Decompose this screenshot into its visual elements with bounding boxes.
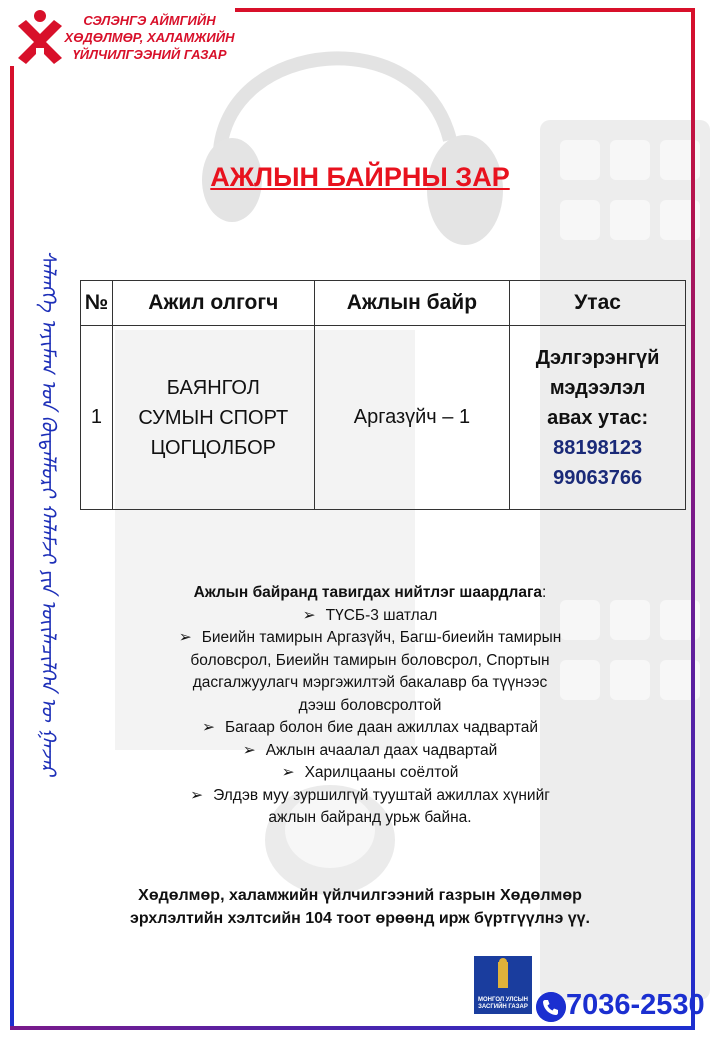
registration-note-line1: Хөдөлмөр, халамжийн үйлчилгээний газрын Хөдөлмөр <box>138 887 582 904</box>
header-phone: Утас <box>510 281 686 326</box>
phone-icon <box>536 992 566 1022</box>
job-table <box>80 280 686 510</box>
phone-number-1: 88198123 <box>553 436 643 459</box>
cell-phone <box>510 326 686 510</box>
soyombo-icon <box>474 956 532 996</box>
requirements-title: Ажлын байранд тавигдах нийтлэг шаардлага: <box>193 584 547 601</box>
requirement-item-2-line4: дээш боловсролтой <box>298 696 442 714</box>
employer-line2: СУМЫН СПОРТ <box>138 406 289 429</box>
phone-label-line1: Дэлгэрэнгүй <box>535 346 660 369</box>
arrow-bullet-icon: ➢ <box>242 741 256 759</box>
emblem-text: МОНГОЛ УЛСЫН ЗАСГИЙН ГАЗАР <box>478 997 528 1010</box>
requirement-item-4: ➢ Ажлын ачаалал даах чадвартай <box>140 740 600 763</box>
frame-top-border <box>235 8 695 12</box>
requirement-item-1: ➢ ТҮСБ-3 шатлал <box>140 605 600 628</box>
organization-line3: ҮЙЛЧИЛГЭЭНИЙ ГАЗАР <box>72 47 227 62</box>
registration-note-line2: эрхлэлтийн хэлтсийн 104 тоот өрөөнд ирж бүртгүүлнэ үү. <box>129 910 590 927</box>
requirement-item-6: ➢ Элдэв муу зуршилгүй тууштай ажиллах хүнийг <box>140 785 600 808</box>
registration-note <box>90 884 630 930</box>
vertical-mongolian-script: ᠰᠡᠯᠡᠩᠭᠡ ᠠᠶᠢᠮᠠᠭ ᠤᠨ ᠬᠥᠳᠡᠯᠮᠦᠷᠢ ᠬᠠᠯᠠᠮᠵᠢ ᠶᠢᠨ ᠦᠢᠯᠡᠴᠢᠯᠭᠡᠨ ᠦ ᠭᠠᠵᠠᠷ <box>37 250 61 776</box>
frame-left-border <box>10 66 14 1030</box>
government-emblem-icon <box>474 956 532 1014</box>
table-row <box>81 326 686 510</box>
header-number: № <box>81 281 113 326</box>
requirement-item-2-line3: дасгалжуулагч мэргэжилтэй бакалавр ба түүнээс <box>192 674 548 691</box>
phone-label-line2: мэдээлэл <box>549 376 646 399</box>
requirement-item-2-line2: боловсрол, Биеийн тамирын боловсрол, Спортын <box>190 651 550 669</box>
organization-logo-icon <box>12 8 68 68</box>
organization-line2: ХӨДӨЛМӨР, ХАЛАМЖИЙН <box>64 30 235 45</box>
arrow-bullet-icon: ➢ <box>281 764 295 781</box>
phone-number-2: 99063766 <box>553 466 643 489</box>
requirement-item-3: ➢ Багаар болон бие даан ажиллах чадвартай <box>140 717 600 740</box>
employer-line1: БАЯНГОЛ <box>166 376 260 399</box>
requirements-section <box>140 582 600 830</box>
organization-name <box>62 12 237 63</box>
table-header-row <box>81 281 686 326</box>
arrow-bullet-icon: ➢ <box>302 606 316 624</box>
header-employer: Ажил олгогч <box>112 281 314 326</box>
cell-position: Аргазүйч – 1 <box>314 326 510 510</box>
requirement-item-5: ➢ Харилцааны соёлтой <box>140 762 600 785</box>
arrow-bullet-icon: ➢ <box>190 786 204 804</box>
organization-line1: СЭЛЭНГЭ АЙМГИЙН <box>83 13 216 28</box>
phone-label-line3: авах утас: <box>547 406 649 429</box>
requirement-item-6-line2: ажлын байранд урьж байна. <box>268 809 472 826</box>
cell-number: 1 <box>81 326 113 510</box>
arrow-bullet-icon: ➢ <box>201 719 215 736</box>
cell-employer <box>112 326 314 510</box>
hotline-number: 7036-2530 <box>566 989 705 1021</box>
frame-bottom-border <box>10 1026 695 1030</box>
requirement-item-2: ➢ Биеийн тамирын Аргазүйч, Багш-биеийн тамирын <box>140 627 600 650</box>
employer-line3: ЦОГЦОЛБОР <box>150 436 276 459</box>
header-position: Ажлын байр <box>314 281 510 326</box>
arrow-bullet-icon: ➢ <box>178 629 192 646</box>
page-title: АЖЛЫН БАЙРНЫ ЗАР <box>210 162 510 192</box>
